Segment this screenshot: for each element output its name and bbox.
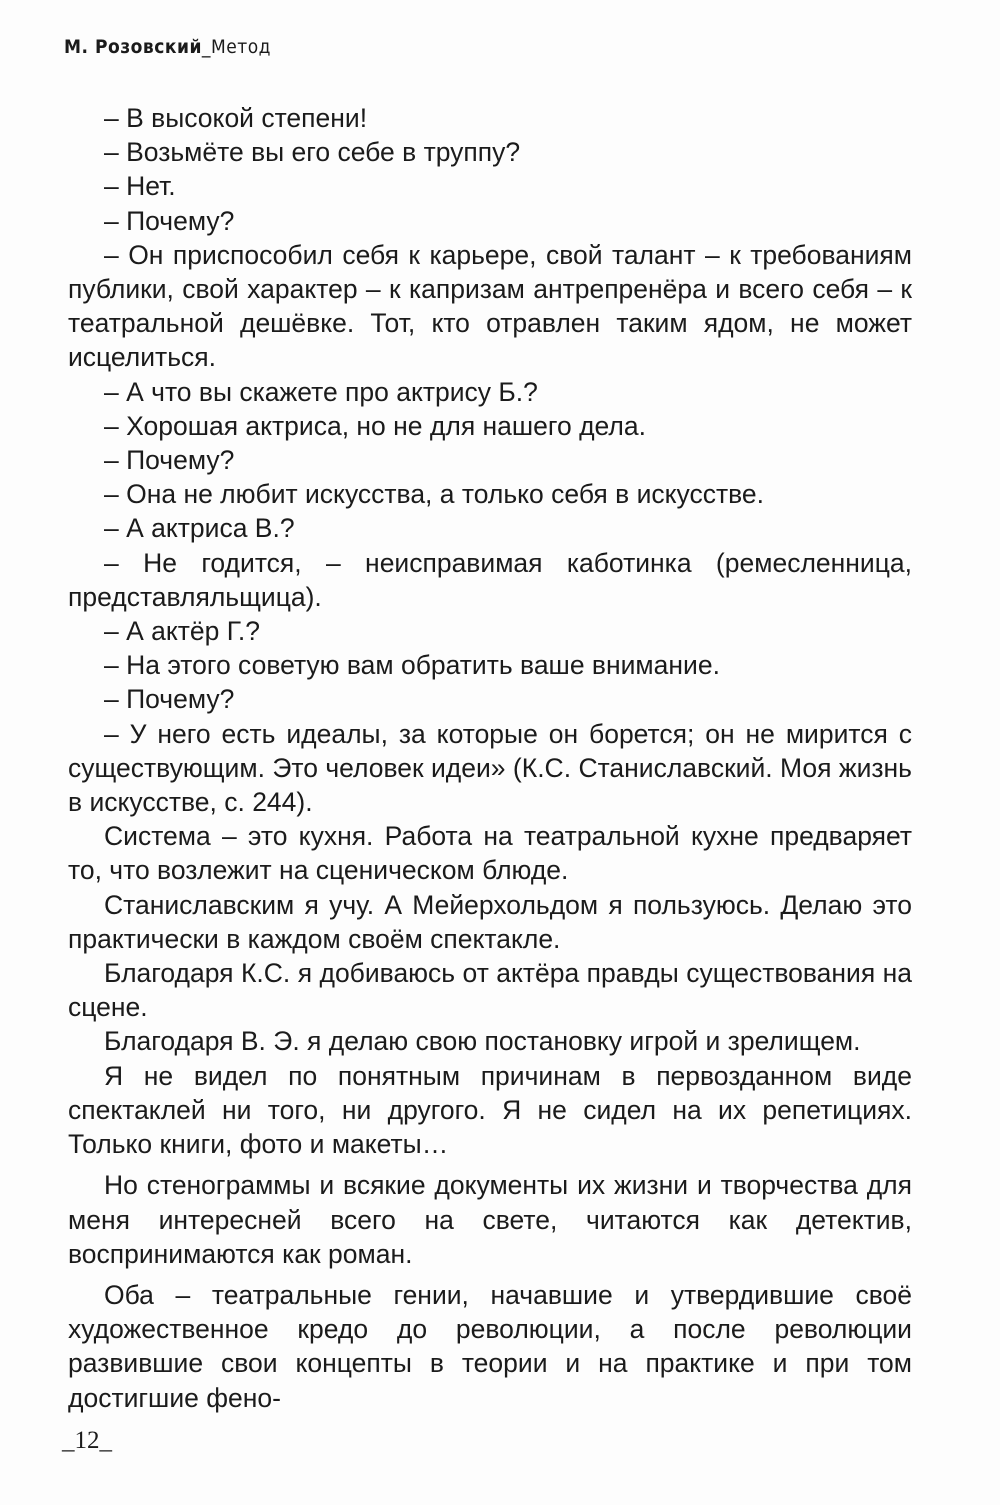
dialogue-line: – Хорошая актриса, но не для нашего дела.	[104, 410, 646, 441]
dialogue-line: – Почему?	[104, 205, 235, 236]
paragraph: Система – это кухня. Работа на театральной кухне предваряет то, что возлежит на сценическом блюде.	[68, 821, 912, 886]
page-number: _12_	[62, 1427, 112, 1454]
paragraph: Станиславским я учу. А Мейерхольдом я пользуюсь. Делаю это практически в каждом своём спектакле.	[68, 889, 912, 954]
body-text	[68, 101, 912, 1415]
dialogue-line: – В высокой степени!	[104, 103, 368, 133]
paragraph: Благодаря К.С. я добиваюсь от актёра правды существования на сцене.	[68, 958, 912, 1023]
dialogue-line: – Нет.	[104, 171, 176, 202]
dialogue-line: – Возьмёте вы его себе в труппу?	[104, 137, 521, 168]
running-head-separator: _	[201, 36, 211, 58]
dialogue-line: – Почему?	[104, 445, 235, 476]
running-head-author: М. Розовский	[64, 36, 202, 58]
paragraph: Благодаря В. Э. я делаю свою постановку игрой и зрелищем.	[104, 1026, 861, 1057]
dialogue-line: – Он приспособил себя к карьере, свой талант – к требованиям публики, свой характер – к капризам антрепренёра и всего себя – к театральной дешёвке. Тот, кто отравлен таким ядом, не может исцелиться.	[68, 239, 912, 373]
paragraph: Оба – театральные гении, начавшие и утвердившие своё художественное кредо до революции, а после революции развившие свои концепты в теории и на практике и при том достигшие фено-	[68, 1279, 912, 1413]
dialogue-line: – Почему?	[104, 684, 235, 715]
dialogue-line: – Она не любит искусства, а только себя в искусстве.	[104, 479, 764, 510]
running-head	[64, 36, 271, 58]
dialogue-line: – А актриса В.?	[104, 513, 295, 544]
paragraph: Но стенограммы и всякие документы их жизни и творчества для меня интересней всего на свете, читаются как детектив, воспринимаются как роман.	[68, 1170, 912, 1269]
dialogue-line: – Не годится, – неисправимая каботинка (ремесленница, представляльщица).	[68, 547, 912, 612]
running-head-title: Метод	[210, 36, 271, 58]
dialogue-line: – А актёр Г.?	[104, 616, 260, 647]
dialogue-line: – На этого советую вам обратить ваше внимание.	[104, 650, 720, 681]
dialogue-line: – У него есть идеалы, за которые он борется; он не мирится с существующим. Это человек идеи» (К.С. Станиславский. Моя жизнь в искусстве, с. 244).	[68, 718, 912, 818]
paragraph: Я не видел по понятным причинам в первозданном виде спектаклей ни того, ни другого. Я не сидел на их репетициях. Только книги, фото и макеты…	[68, 1060, 912, 1160]
dialogue-line: – А что вы скажете про актрису Б.?	[104, 376, 538, 407]
